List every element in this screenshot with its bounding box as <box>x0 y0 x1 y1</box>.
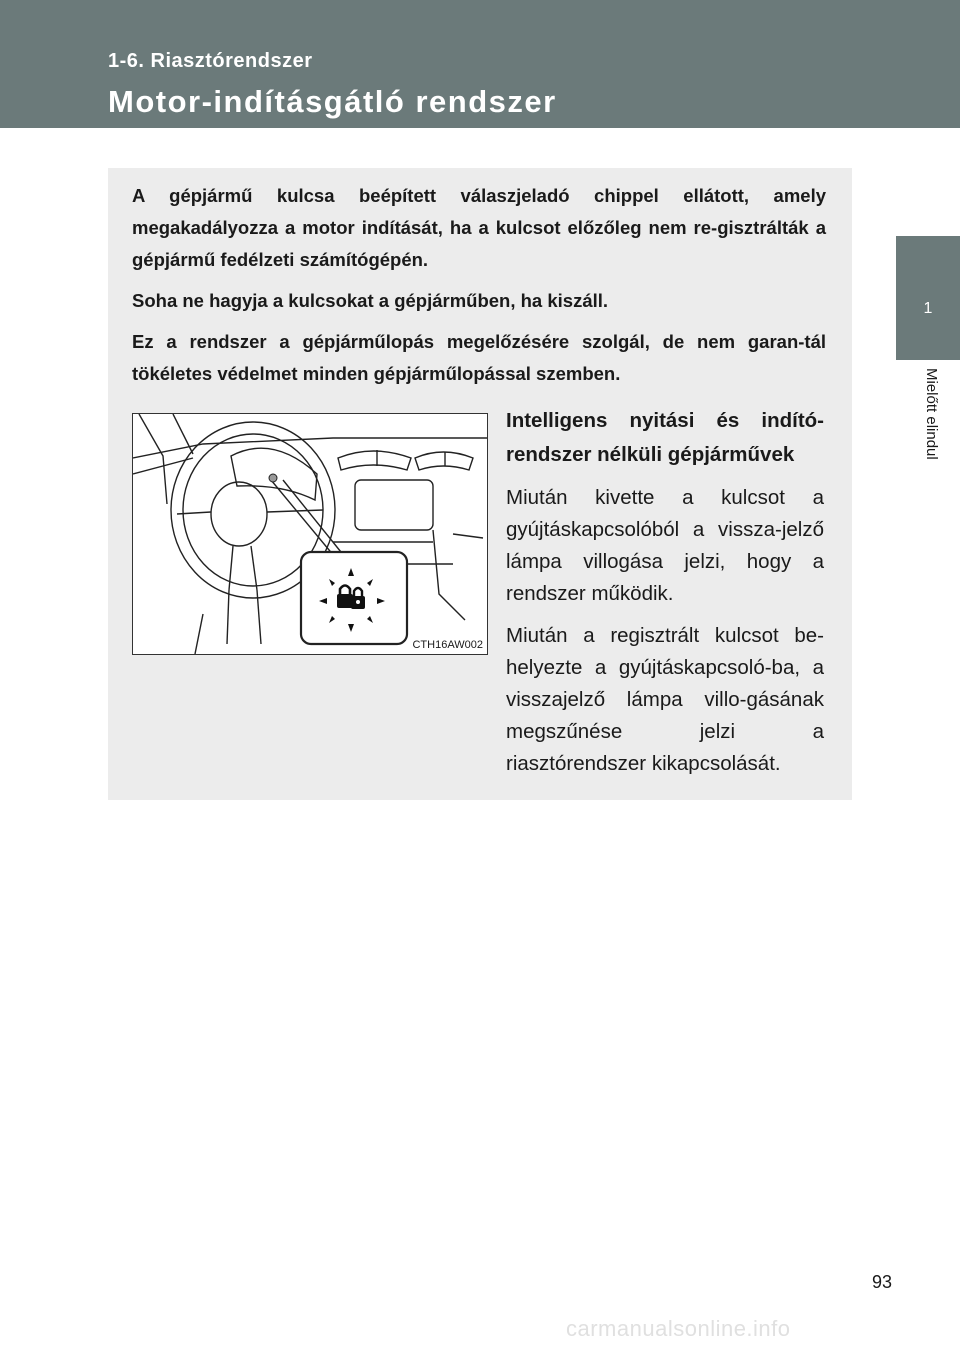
figure-code: CTH16AW002 <box>412 639 483 651</box>
page-number: 93 <box>871 1272 892 1292</box>
intro-text <box>132 180 826 399</box>
watermark: carmanualsonline.info <box>566 1316 791 1341</box>
chapter-number: 1 <box>923 300 933 317</box>
section-label: 1-6. Riasztórendszer <box>108 50 313 72</box>
subheading: Intelligens nyitási és indító-rendszer nélküli gépjárművek <box>506 409 824 466</box>
chapter-caption: Mielőtt elindul <box>923 368 940 460</box>
body-paragraph: Miután a regisztrált kulcsot be-helyezte a gyújtáskapcsoló-ba, a visszajelző lámpa villo-gásának megszűnése jelzi a riasztórendszer kikapcsolását. <box>506 624 824 775</box>
right-column <box>506 404 824 790</box>
dashboard-illustration <box>132 413 488 655</box>
intro-paragraph: Soha ne hagyja a kulcsokat a gépjárműben, ha kiszáll. <box>132 290 609 311</box>
chapter-tab <box>896 236 960 360</box>
dashboard-drawing <box>133 414 487 654</box>
page-title: Motor-indításgátló rendszer <box>108 84 557 119</box>
body-paragraph: Miután kivette a kulcsot a gyújtáskapcsolóból a vissza-jelző lámpa villogása jelzi, hogy a rendszer működik. <box>506 486 824 605</box>
intro-paragraph: Ez a rendszer a gépjárműlopás megelőzésére szolgál, de nem garan-tál tökéletes védelmet minden gépjárműlopással szemben. <box>132 331 826 384</box>
intro-paragraph: A gépjármű kulcsa beépített válaszjeladó chippel ellátott, amely megakadályozza a motor indítását, ha a kulcsot előzőleg nem re-gisztrálták a gépjármű fedélzeti számítógépén. <box>132 185 826 270</box>
content-box <box>108 168 852 800</box>
page-header <box>0 0 960 128</box>
